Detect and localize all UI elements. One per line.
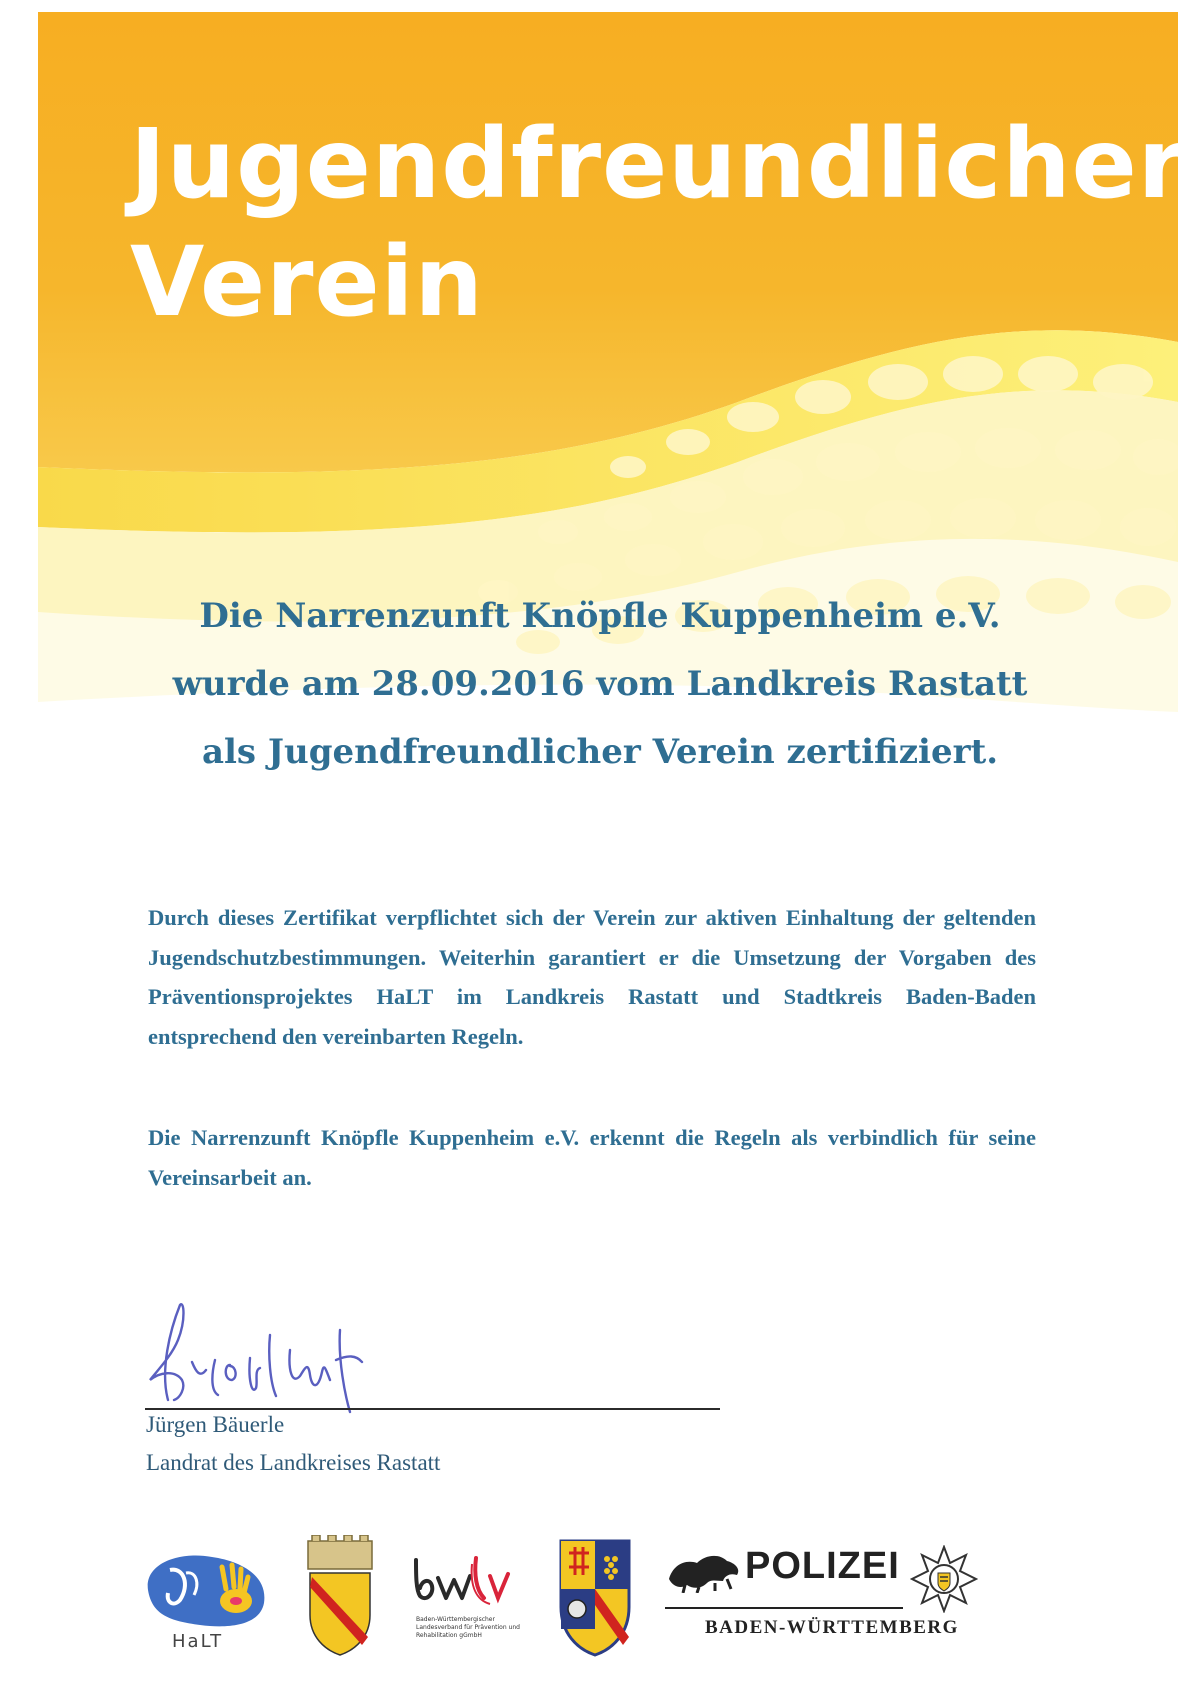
baden-baden-coat-of-arms	[300, 1535, 380, 1660]
partner-logos	[140, 1545, 1040, 1660]
halt-logo-text: HaLT	[172, 1631, 224, 1652]
title-line-2: Verein	[130, 226, 484, 338]
handwritten-signature	[140, 1300, 740, 1420]
signer-name: Jürgen Bäuerle	[146, 1412, 285, 1437]
police-star-icon	[910, 1545, 978, 1613]
certification-line-3: als Jugendfreundlicher Verein zertifiziert.	[201, 732, 999, 772]
bwlv-logo	[410, 1550, 530, 1660]
certification-line-2: wurde am 28.09.2016 vom Landkreis Rastatt	[172, 664, 1028, 704]
signer-role: Landrat des Landkreises Rastatt	[146, 1450, 441, 1475]
rastatt-coat-of-arms	[555, 1537, 635, 1660]
certification-line-1: Die Narrenzunft Knöpfle Kuppenheim e.V.	[199, 596, 1001, 636]
bwlv-subtitle: Baden-Württembergischer Landesverband für Prävention und Rehabilitation gGmbH	[416, 1616, 520, 1639]
polizei-bw-logo	[665, 1545, 1025, 1660]
acknowledgement-paragraph: Die Narrenzunft Knöpfle Kuppenheim e.V. erkennt die Regeln als verbindlich für seine Vereinsarbeit an.	[148, 1125, 1036, 1190]
polizei-wordmark: POLIZEI	[745, 1545, 900, 1587]
halt-logo	[140, 1545, 270, 1660]
title-line-1: Jugendfreundlicher	[130, 108, 1187, 220]
signature-line	[145, 1408, 720, 1410]
certificate-title	[130, 105, 1186, 341]
polizei-state-name: BADEN-WÜRTTEMBERG	[705, 1617, 959, 1638]
commitment-paragraph: Durch dieses Zertifikat verpflichtet sich der Verein zur aktiven Einhaltung der geltenden Jugendschutzbestimmungen. Weiterhin garantiert er die Umsetzung der Vorgaben des Präventionsprojektes HaLT im Landkreis Rastatt und Stadtkreis Baden-Baden entsprechend den vereinbarten Regeln.	[148, 905, 1036, 1049]
polizei-divider	[665, 1607, 903, 1609]
